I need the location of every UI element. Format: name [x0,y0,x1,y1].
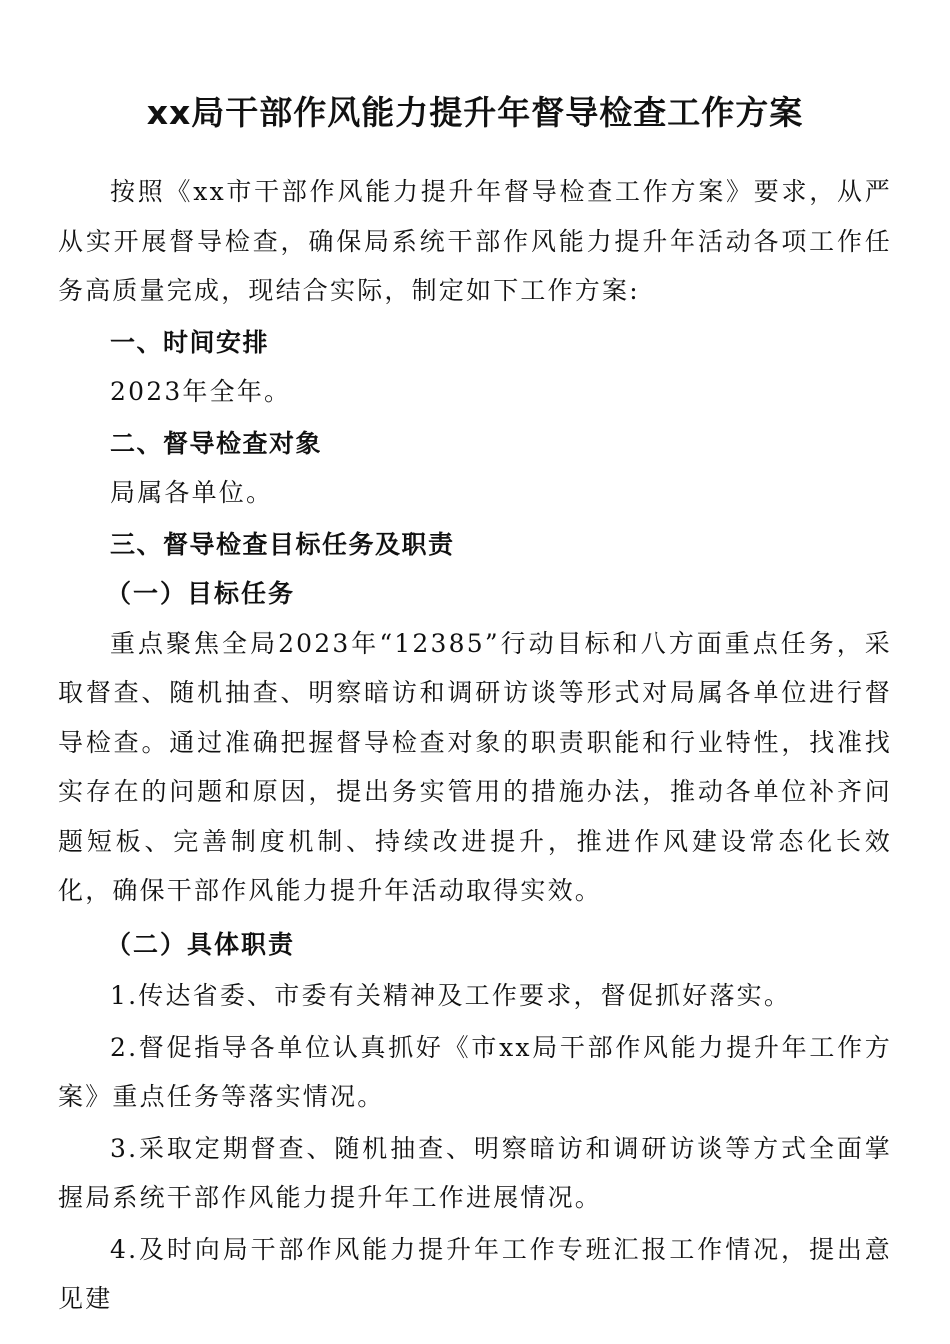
section-text-time: 2023年全年。 [110,377,292,406]
intro-paragraph: 按照《xx市干部作风能力提升年督导检查工作方案》要求，从严从实开展督导检查，确保局系统干部作风能力提升年活动各项工作任务高质量完成，现结合实际，制定如下工作方案: [58,177,892,305]
duty-item: 1.传达省委、市委有关精神及工作要求，督促抓好落实。 [110,981,792,1010]
subsection-heading-duties: （二）具体职责 [106,929,296,959]
subsection-heading-goals: （一）目标任务 [106,579,296,608]
section-text-targets: 局属各单位。 [110,478,274,507]
section-heading-time: 一、时间安排 [110,327,270,357]
section-heading-targets: 二、督导检查对象 [110,428,323,458]
document-body [58,167,892,1324]
duty-item: 4.及时向局干部作风能力提升年工作专班汇报工作情况，提出意见建 [58,1234,892,1313]
duty-item: 3.采取定期督查、随机抽查、明察暗访和调研访谈等方式全面掌握局系统干部作风能力提升年工作进展情况。 [58,1133,892,1212]
subsection-text-goals: 重点聚焦全局2023年“12385”行动目标和八方面重点任务，采取督查、随机抽查、明察暗访和调研访谈等形式对局属各单位进行督导检查。通过准确把握督导检查对象的职责职能和行业特性，找准找实存在的问题和原因，提出务实管用的措施办法，推动各单位补齐问题短板、完善制度机制、持续改进提升，推进作风建设常态化长效化，确保干部作风能力提升年活动取得实效。 [58,628,892,905]
duty-item: 2.督促指导各单位认真抓好《市xx局干部作风能力提升年工作方案》重点任务等落实情况。 [58,1032,892,1111]
section-heading-tasks: 三、督导检查目标任务及职责 [110,529,455,559]
document-title: xx局干部作风能力提升年督导检查工作方案 [146,93,804,132]
